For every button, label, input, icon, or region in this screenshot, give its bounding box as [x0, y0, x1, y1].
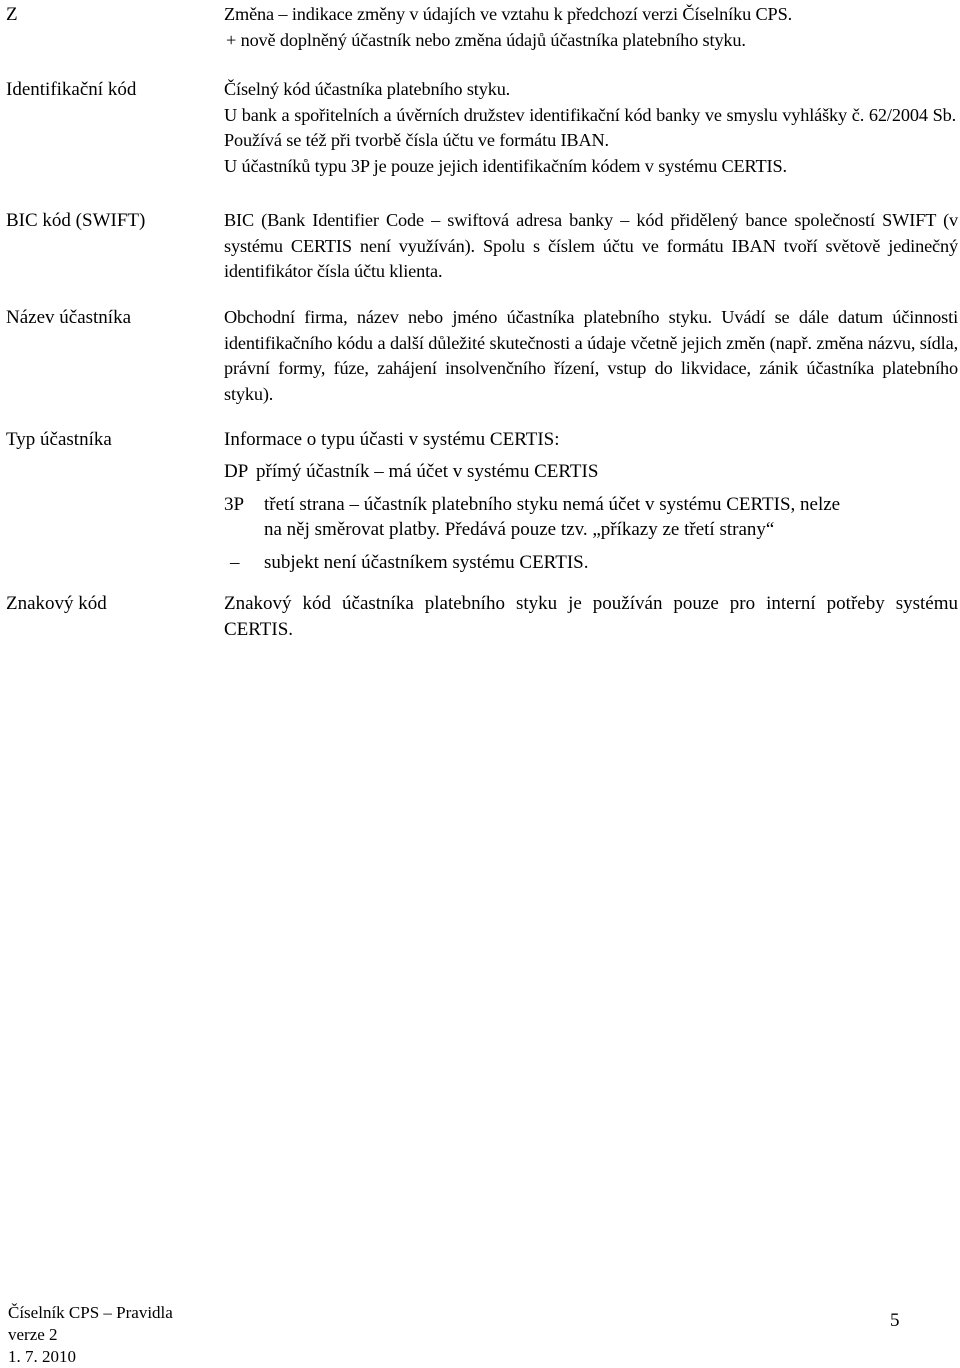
type-item-none	[224, 550, 958, 583]
term-label: Název účastníka	[6, 307, 132, 328]
term-description	[224, 2, 958, 53]
type-text: subjekt není účastníkem systému CERTIS.	[264, 552, 589, 573]
type-text: třetí strana – účastník platebního styku nemá účet v systému CERTIS, nelze	[264, 494, 841, 515]
type-item-3p	[224, 492, 958, 550]
term-label: BIC kód (SWIFT)	[6, 210, 146, 231]
type-text: přímý účastník – má účet v systému CERTIS	[256, 461, 599, 482]
page-number: 5	[890, 1310, 900, 1331]
footer-document-title: Číselník CPS – Pravidla	[8, 1303, 173, 1322]
page-footer	[8, 1302, 173, 1368]
type-code: 3P	[224, 494, 245, 515]
type-intro: Informace o typu účasti v systému CERTIS:	[224, 429, 560, 450]
term-label: Identifikační kód	[6, 79, 137, 100]
term-description: Znakový kód účastníka platebního styku je používán pouze pro interní potřeby systému CERTIS.	[224, 593, 958, 640]
term-description: BIC (Bank Identifier Code – swiftová adresa banky – kód přidělený bance společností SWIFT (v systému CERTIS není využíván). Spolu s číslem účtu ve formátu IBAN tvoří světově jedinečný identifikátor čísla účtu klienta.	[224, 210, 958, 281]
footer-version: verze 2	[8, 1325, 58, 1344]
type-text-continued: na něj směrovat platby. Předává pouze tzv. „příkazy ze třetí strany“	[264, 519, 775, 540]
type-code: –	[230, 552, 240, 573]
term-description: Obchodní firma, název nebo jméno účastníka platebního styku. Uvádí se dále datum účinnosti identifikačního kódu a další důležité skutečnosti a údaje včetně jejich změn (např. změna názvu, sídla, právní formy, fúze, zahájení insolvenčního řízení, vstup do likvidace, zánik účastníka platebního styku).	[224, 307, 958, 404]
type-code: DP	[224, 461, 249, 482]
term-label: Z	[6, 4, 18, 25]
description-paragraph: U bank a spořitelních a úvěrních družstev identifikační kód banky ve smyslu vyhlášky č. 62/2004 Sb. Používá se též při tvorbě čísla účtu ve formátu IBAN.	[224, 104, 956, 150]
term-description	[224, 427, 958, 583]
footer-date: 1. 7. 2010	[8, 1347, 76, 1366]
type-item-dp	[224, 459, 958, 492]
description-line: Změna – indikace změny v údajích ve vztahu k předchozí verzi Číselníku CPS.	[224, 4, 793, 24]
description-line: + nově doplněný účastník nebo změna údajů účastníka platebního styku.	[226, 29, 746, 50]
term-label: Typ účastníka	[6, 429, 112, 450]
description-line: Číselný kód účastníka platebního styku.	[224, 79, 511, 99]
term-description	[224, 77, 958, 179]
term-label: Znakový kód	[6, 593, 107, 614]
description-line: U účastníků typu 3P je pouze jejich identifikačním kódem v systému CERTIS.	[224, 155, 787, 176]
